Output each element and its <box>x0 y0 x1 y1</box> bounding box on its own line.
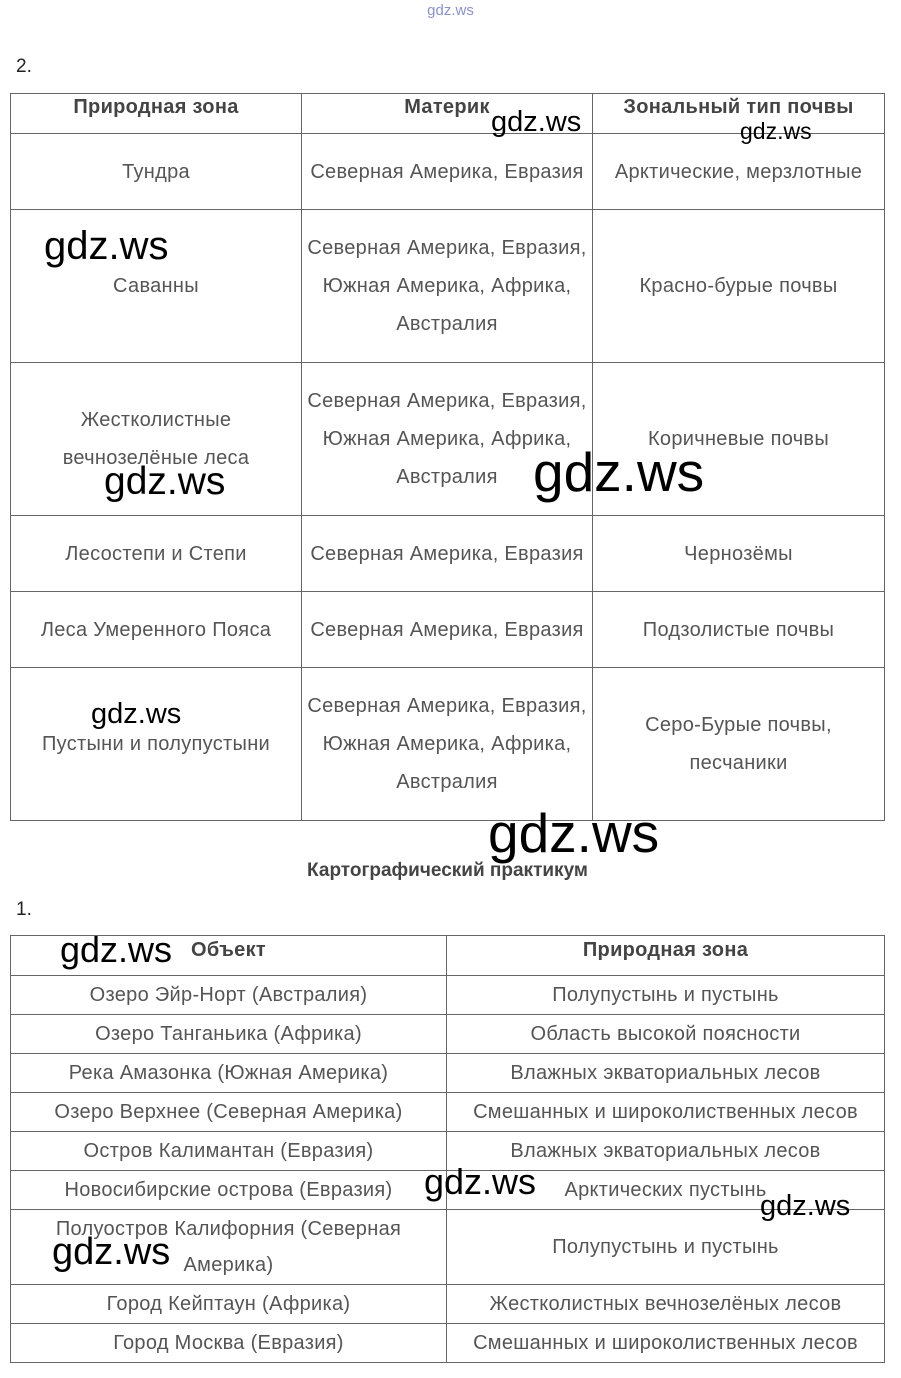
watermark: gdz.ws <box>740 118 812 144</box>
soil-cell: Арктические, мерзлотные <box>593 134 885 210</box>
object-cell: Озеро Эйр-Норт (Австралия) <box>11 976 447 1015</box>
table-row <box>11 976 885 1015</box>
watermark: gdz.ws <box>424 1161 537 1202</box>
zone-cell: Смешанных и широколиственных лесов <box>447 1093 885 1132</box>
watermark: gdz.ws <box>488 802 660 864</box>
zone-cell: Полупустынь и пустынь <box>447 976 885 1015</box>
zone-cell: Полупустынь и пустынь <box>447 1210 885 1285</box>
soil-cell: Красно-бурые почвы <box>593 210 885 363</box>
continent-cell: Северная Америка, Евразия <box>302 592 593 668</box>
table-row <box>11 1054 885 1093</box>
soil-cell: Чернозёмы <box>593 516 885 592</box>
soil-cell: Серо-Бурые почвы, песчаники <box>593 668 885 821</box>
object-cell: Река Амазонка (Южная Америка) <box>11 1054 447 1093</box>
section-title: Картографический практикум <box>307 860 588 881</box>
zone-cell: Жестколистных вечнозелёных лесов <box>447 1285 885 1324</box>
zone-cell: Жестколистные вечнозелёные леса <box>11 363 302 516</box>
object-cell: Озеро Танганьика (Африка) <box>11 1015 447 1054</box>
section-number: 1. <box>16 899 32 920</box>
table-row <box>11 1093 885 1132</box>
section-number: 2. <box>16 56 32 77</box>
zone-cell: Лесостепи и Степи <box>11 516 302 592</box>
column-header: Природная зона <box>11 94 302 134</box>
table-row <box>11 516 885 592</box>
watermark: gdz.ws <box>91 698 182 730</box>
zone-cell: Влажных экваториальных лесов <box>447 1054 885 1093</box>
column-header: Природная зона <box>447 936 885 976</box>
continent-cell: Северная Америка, Евразия, Южная Америка, Африка, Австралия <box>302 668 593 821</box>
table-row <box>11 1324 885 1363</box>
watermark: gdz.ws <box>44 224 169 268</box>
watermark: gdz.ws <box>491 106 582 138</box>
zone-cell: Тундра <box>11 134 302 210</box>
zone-cell: Смешанных и широколиственных лесов <box>447 1324 885 1363</box>
continent-cell: Северная Америка, Евразия <box>302 516 593 592</box>
watermark: gdz.ws <box>533 441 705 503</box>
zone-cell: Влажных экваториальных лесов <box>447 1132 885 1171</box>
table-row <box>11 134 885 210</box>
object-cell: Озеро Верхнее (Северная Америка) <box>11 1093 447 1132</box>
object-cell: Город Москва (Евразия) <box>11 1324 447 1363</box>
zone-cell: Пустыни и полупустыни <box>11 668 302 821</box>
watermark: gdz.ws <box>60 929 173 970</box>
zone-cell: Саванны <box>11 210 302 363</box>
continent-cell: Северная Америка, Евразия, Южная Америка, Африка, Австралия <box>302 363 593 516</box>
site-link[interactable]: gdz.ws <box>427 2 474 19</box>
table-row <box>11 668 885 821</box>
watermark: gdz.ws <box>760 1190 851 1222</box>
column-header: Материк <box>302 94 593 134</box>
watermark: gdz.ws <box>104 460 226 503</box>
watermark: gdz.ws <box>52 1231 171 1273</box>
soil-cell: Коричневые почвы <box>593 363 885 516</box>
soil-cell: Подзолистые почвы <box>593 592 885 668</box>
object-cell: Полуостров Калифорния (Северная Америка) <box>11 1210 447 1285</box>
table-row <box>11 592 885 668</box>
zone-cell: Арктических пустынь <box>447 1171 885 1210</box>
continent-cell: Северная Америка, Евразия, Южная Америка, Африка, Австралия <box>302 210 593 363</box>
table-row <box>11 1015 885 1054</box>
object-cell: Новосибирские острова (Евразия) <box>11 1171 447 1210</box>
object-cell: Город Кейптаун (Африка) <box>11 1285 447 1324</box>
zone-cell: Леса Умеренного Пояса <box>11 592 302 668</box>
object-cell: Остров Калимантан (Евразия) <box>11 1132 447 1171</box>
column-header: Зональный тип почвы <box>593 94 885 134</box>
table-row <box>11 1285 885 1324</box>
column-header: Объект <box>11 936 447 976</box>
continent-cell: Северная Америка, Евразия <box>302 134 593 210</box>
zone-cell: Область высокой поясности <box>447 1015 885 1054</box>
objects-table <box>10 935 885 1363</box>
